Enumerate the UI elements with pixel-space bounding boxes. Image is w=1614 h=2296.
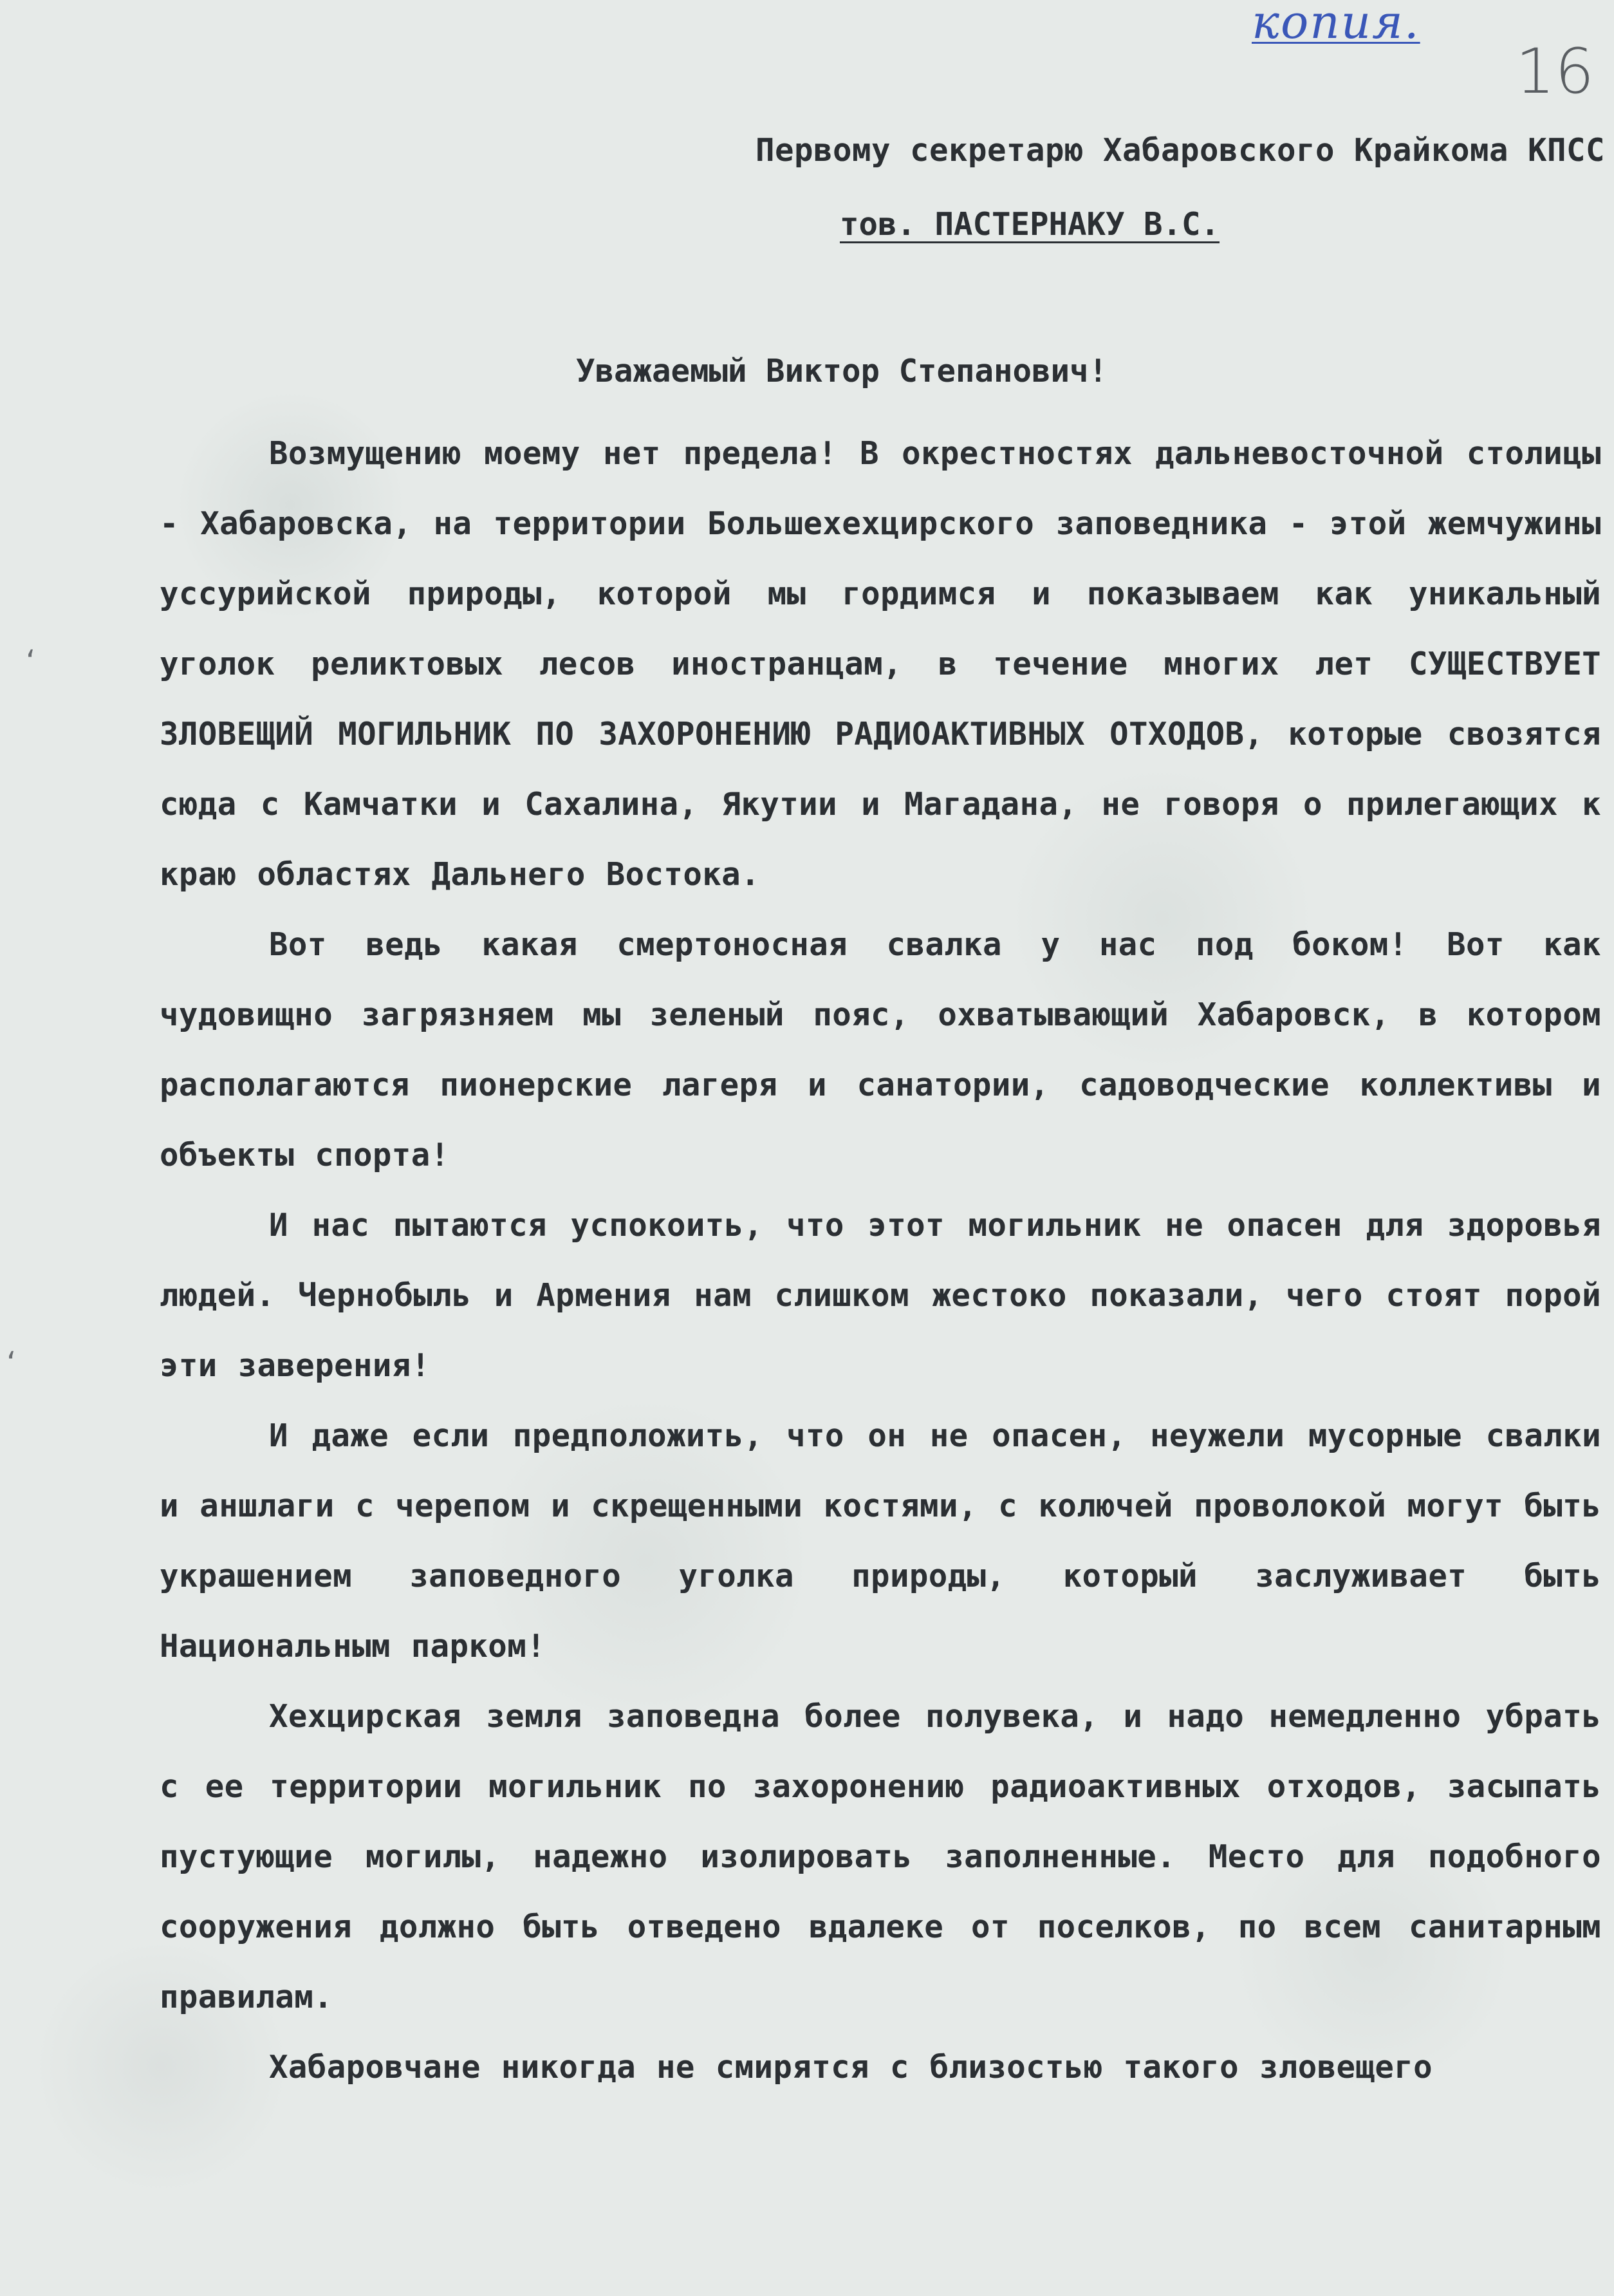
paragraph: И нас пытаются успокоить, что этот могильник не опасен для здоровья людей. Чернобыль и Армения нам слишком жестоко показали, чего стоят порой эти заверения! <box>160 1207 1601 1384</box>
letter-body <box>160 418 1601 2102</box>
copy-stamp: копия. <box>1252 0 1420 49</box>
addressee-line: Первому секретарю Хабаровского Крайкома КПСС <box>755 132 1605 169</box>
paragraph: Хабаровчане никогда не смирятся с близостью такого зловещего <box>269 2049 1433 2086</box>
page-number: 16 <box>1516 35 1595 107</box>
salutation: Уважаемый Виктор Степанович! <box>576 353 1108 389</box>
paragraph: И даже если предположить, что он не опасен, неужели мусорные свалки и аншлаги с черепом и скрещенными костями, с колючей проволокой могут быть украшением заповедного уголка природы, который заслуживает быть Национальным парком! <box>160 1417 1601 1665</box>
addressee-name: тов. ПАСТЕРНАКУ В.С. <box>840 206 1220 243</box>
paragraph: Вот ведь какая смертоносная свалка у нас под боком! Вот как чудовищно загрязняем мы зеленый пояс, охватывающий Хабаровск, в котором располагаются пионерские лагеря и санатории, садоводческие коллективы и объекты спорта! <box>160 926 1601 1173</box>
paragraph: Возмущению моему нет предела! В окрестностях дальневосточной столицы - Хабаровска, на территории Большехехцирского заповедника - этой жемчужины уссурийской природы, которой мы гордимся и показываем как уникальный уголок реликтовых лесов иностранцам, в течение многих лет СУЩЕСТВУЕТ ЗЛОВЕЩИЙ МОГИЛЬНИК ПО ЗАХОРОНЕНИЮ РАДИОАКТИВНЫХ ОТХОДОВ, которые свозятся сюда с Камчатки и Сахалина, Якутии и Магадана, не говоря о прилегающих к краю областях Дальнего Востока. <box>160 435 1601 893</box>
margin-mark: ʻ <box>6 1345 17 1381</box>
margin-mark: ʻ <box>26 644 36 680</box>
paragraph: Хехцирская земля заповедна более полувека, и надо немедленно убрать с ее территории могильник по захоронению радиоактивных отходов, засыпать пустующие могилы, надежно изолировать заполненные. Место для подобного сооружения должно быть отведено вдалеке от поселков, по всем санитарным правилам. <box>160 1698 1601 2015</box>
